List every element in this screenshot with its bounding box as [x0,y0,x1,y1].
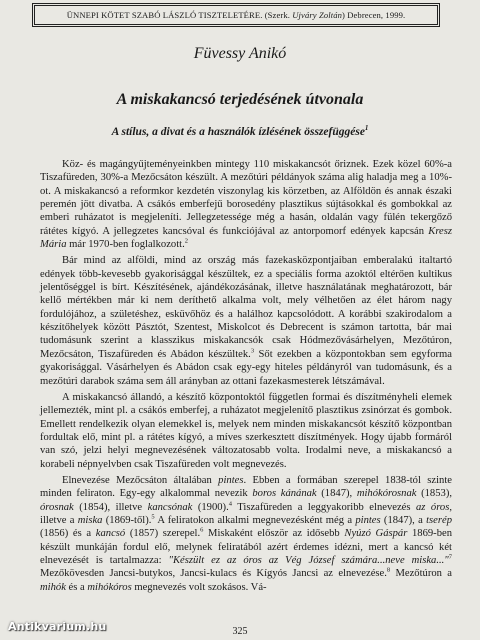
header-editor: Ujváry Zoltán [292,10,342,20]
body-paragraph [40,254,452,387]
paragraph-text: (1857) szerepel. [125,528,201,540]
article-title: A miskakancsó terjedésének útvonala [116,91,364,108]
watermark-logo: Antikvarium.hu [8,620,107,633]
italic-text: miska [77,514,103,526]
italic-text: kancsó [95,528,126,540]
footnote-ref: 4 [228,500,232,508]
paragraph-text: Miskaként először az idősebb [203,528,345,540]
paragraph-text: Mezőkövesden Jancsi-butykos, Jancsi-kulacs és Kígyós Jancsi az elnevezése. [40,568,387,580]
paragraph-text: és a [65,581,88,593]
footnote-ref: 2 [184,237,188,245]
paragraph-text: , illetve a [40,501,453,526]
header-text-part2: ) Debrecen, 1999. [342,10,406,20]
paragraph-text: (1847), a [380,514,427,526]
footnote-ref: 3 [250,347,255,355]
paragraph-text: már 1970-ben foglalkozott. [66,239,185,251]
italic-text: pintes [355,514,381,526]
paragraph-text: (1854), illetve [73,501,148,513]
header-text-part1: ÜNNEPI KÖTET SZABÓ LÁSZLÓ TISZTELETÉRE. (Szerk. [66,10,293,20]
italic-text: Nyúzó Gáspár [344,528,408,540]
publication-header [34,5,438,25]
page-number: 325 [232,626,248,637]
italic-text: Kresz Mária [40,225,452,251]
italic-text: kancsónak [147,501,193,513]
paragraph-text: 1869-ben készült munkáján fordul elő, melynek feliratából azért érdemes idézni, mert a kancsó két elnevezését is tartalmazza: [40,528,453,566]
footnote-ref: 1 [364,124,369,132]
paragraph-text: (1869-től). [102,514,152,526]
paragraph-text: (1856) és a [40,528,96,540]
paragraph-text: Sőt ezekben a központokban sem egyforma gyakorisággal. Vásárhelyen és Abádon csak egy-egy hiteles példányról van tudomásunk, és a mezőtúri darabok száma sem áll arányban az ottani fazekasmesterek létszámával. [40,348,452,387]
footnote-ref: 8 [386,566,391,574]
article-author: Füvessy Anikó [193,45,287,62]
paragraph-text: . Ebben a formában szerepel 1838-tól szinte minden feliraton. Egy-egy alkalommal nevezik [40,474,452,500]
paragraph-text: Elnevezése Mezőcsáton általában [62,474,219,486]
paragraph-text: Köz- és magángyűjteményeinkben mintegy 110 miskakancsót őriznek. Ezek közel 60%-a Tiszafüreden, 30%-a Mezőcsáton készült. A mezőtúri példányok száma alig haladja meg a 10%-ot. A miskakancsó a reformkor kezdetén viszonylag kis körzetben, az Alföldön és annak északi peremén jött divatba. A csákós emberfejű borosedény plasztikus sújtásokkal és gombokkal az emberi ruházatot is megjeleníti. Jellegzetessége még a hasán, oldalán vagy fülén tekergőző rátétes kígyó. A jellegzetes kancsóval és funkciójával az antorpomorf edények kapcsán [40,159,452,237]
paragraph-text: megnevezés volt szokásos. Vá- [131,581,267,593]
paragraph-text: Tiszafüreden a leggyakoribb elnevezés [231,501,416,513]
paragraph-text: (1900). [192,501,229,513]
paragraph-text: (1847), [316,488,357,500]
paragraph-text: A miskakancsó állandó, a készítő központoktól független formai és díszítményheli elemek jellemezték, mint pl. a csákós emberfej, a ruházatot megjelenítő plasztikus zsinórzat és gombok. Emellett rendelkezik olyan elemekkel is, melyek nem minden miskakancsót készítő központban fordultak elő, mint pl. a rátétes kígyó, a míves szerkesztett díszítmények. Hogy újabb formáról van szó, jelzi helyi megnevezésének változatosabb volta. Irodalmi neve, a miskakancsó a korabeli népnyelvben csak Tiszafüreden volt megnevezés. [40,391,452,470]
footnote-ref: 5 [151,513,155,521]
italic-text: pintes [218,474,244,486]
paragraph-text: A feliratokon alkalmi megnevezésként még a [154,514,356,526]
italic-text: mihók [40,581,66,593]
paragraph-text: (1853), [416,488,453,500]
body-paragraph [40,391,452,471]
paragraph-text: Mezőtúron a [390,568,452,580]
italic-text: boros kánának [252,488,317,500]
italic-text: órosnak [40,501,74,513]
body-paragraph [40,158,452,251]
italic-text: mihókóros [87,581,132,593]
body-paragraph [40,474,452,594]
italic-text: az óros [415,501,450,513]
footnote-ref: 6 [200,526,204,534]
paragraph-text: Bár mind az alföldi, mind az ország más fazekasközpontjaiban emberalakú italtartó edények több-kevesebb gyakorisággal készültek, ez a speciális forma azoktól eltérően kultikus jelentőséggel is bírt. Készítésének, ajándékozásának, illetve használatának meghatározott, bár kellő mértékben már ki nem deríthető alkalma volt, mely vélhetően az élet három nagy fordulójához, a születéshez, esküvőhöz és a halálhoz kapcsolódott. A korábbi szakirodalom a készítőhelyek között Pásztót, Szentest, Miskolcot és Debrecent is számon tartotta, bár mai tudomásunk szerint a klasszikus miskakancsók csak Hódmezővásárhelyen, Mezőtúron, Mezőcsáton, Tiszafüreden és Abádon készültek. [40,255,452,360]
subtitle-text: A stílus, a divat és a használók ízlésének összefüggése [111,125,365,138]
article-subtitle [0,124,480,138]
italic-text: mihókórosnak [356,488,417,500]
article-body [40,158,452,594]
italic-text: "Készült ez az óros az Vég József számára...neve miska..." [168,554,449,566]
italic-text: tserép [426,514,452,526]
footnote-ref: 7 [448,553,452,561]
